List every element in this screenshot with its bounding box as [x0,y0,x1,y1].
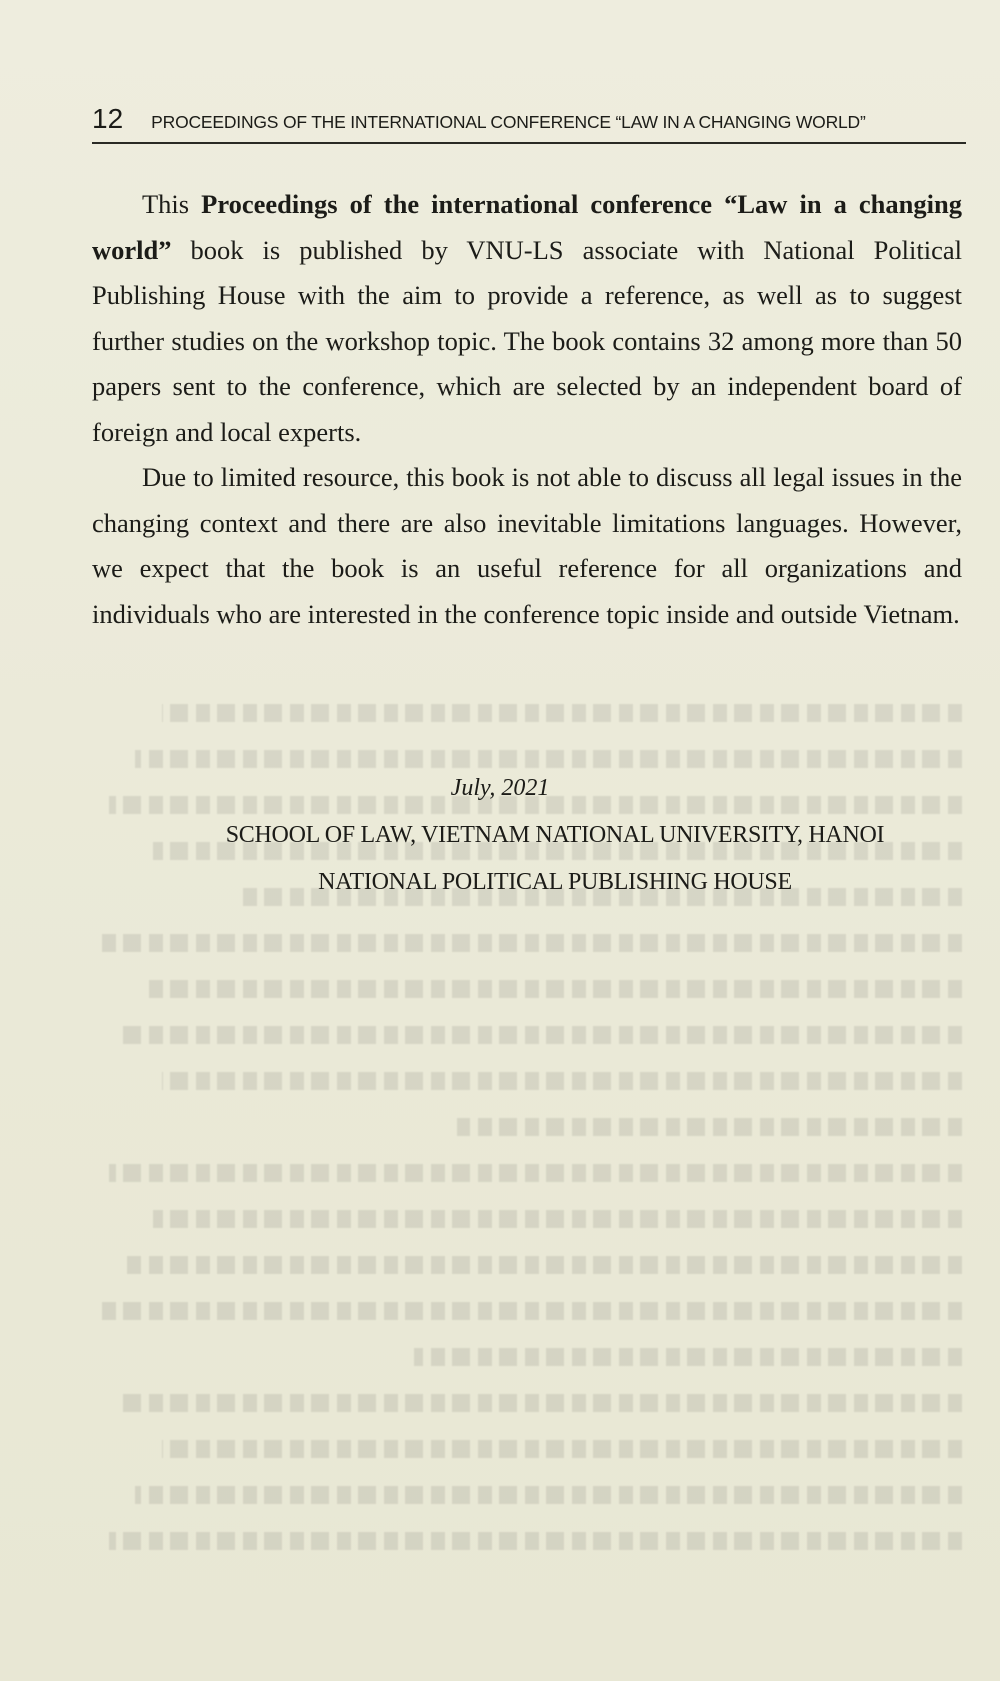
bleed-through-line [92,1426,962,1472]
bleed-through-line [92,966,962,1012]
paragraph-1 [92,182,962,455]
bleed-through-line [92,920,962,966]
bleed-through-line [92,1150,962,1196]
page-number: 12 [92,103,124,134]
bleed-through-line [92,690,962,736]
signature-publisher: NATIONAL POLITICAL PUBLISHING HOUSE [318,869,792,895]
bleed-through-line [92,1104,962,1150]
body-text [92,182,962,637]
paragraph-1-lead: This [142,189,202,219]
paragraph-2: Due to limited resource, this book is not able to discuss all legal issues in the changing context and there are also inevitable limitations languages. However, we expect that the book is an useful reference for all organizations and individuals who are interested in the conference topic inside and outside Vietnam. [92,462,962,629]
paragraph-1-rest: book is published by VNU-LS associate with National Political Publishing House with the aim to provide a reference, as well as to suggest further studies on the workshop topic. The book contains 32 among more than 50 papers sent to the conference, which are selected by an independent board of foreign and local experts. [92,234,962,447]
running-header [92,96,966,144]
signature-school: SCHOOL OF LAW, VIETNAM NATIONAL UNIVERSITY, HANOI [225,822,885,848]
bleed-through-line [92,1334,962,1380]
bleed-through-line [92,1242,962,1288]
running-header-title: PROCEEDINGS OF THE INTERNATIONAL CONFERENCE “LAW IN A CHANGING WORLD” [151,112,866,132]
paragraph-1-book-title: Proceedings of the international conference “Law in a changing world” [92,189,962,265]
bleed-through-line [92,1012,962,1058]
signature-date: July, 2021 [450,775,550,801]
bleed-through-line [92,1058,962,1104]
bleed-through-line [92,1288,962,1334]
bleed-through-line [92,1518,962,1564]
bleed-through-line [92,1472,962,1518]
bleed-through-line [92,1380,962,1426]
bleed-through-line [92,1196,962,1242]
